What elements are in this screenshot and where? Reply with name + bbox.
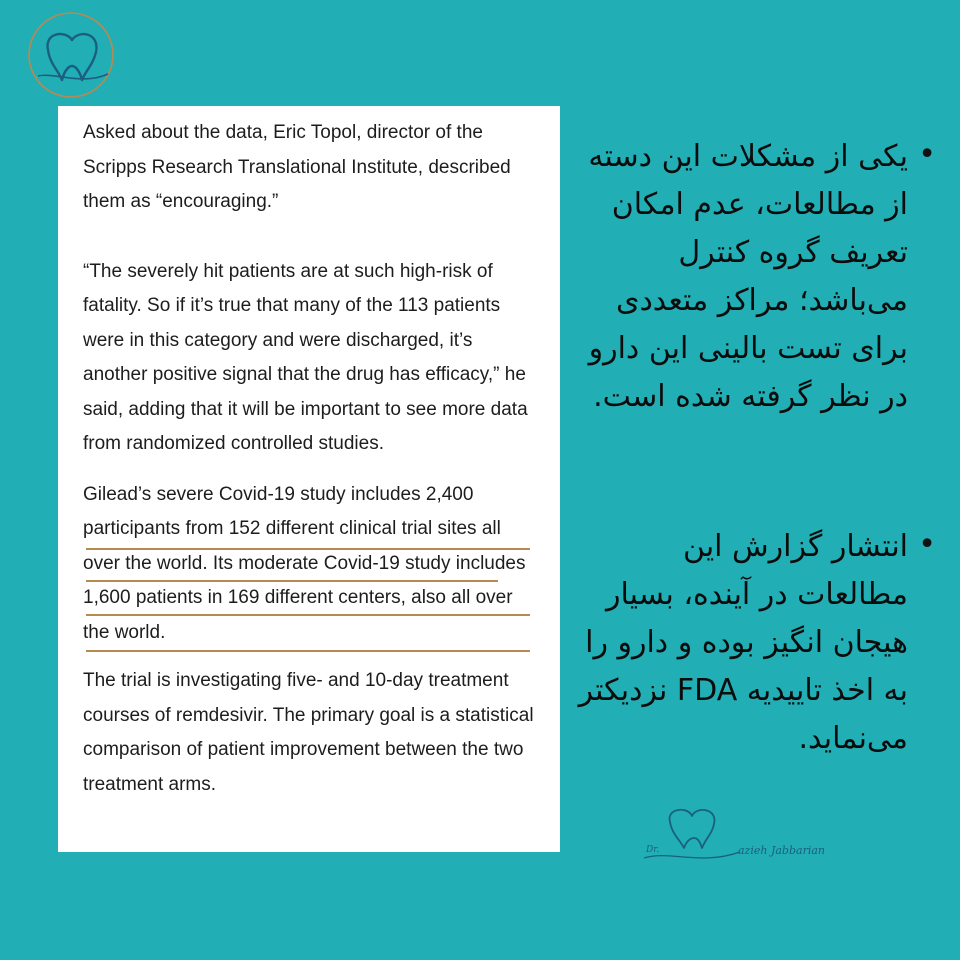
article-paragraph-4: The trial is investigating five- and 10-day treatment courses of remdesivir. The primary goal is a statistical comparison of patient improvement between the two treatment arms. [83, 670, 534, 795]
tooth-logo-icon [26, 10, 116, 100]
bullet-dot-icon: • [918, 527, 936, 562]
bullet-point-1 [572, 133, 936, 421]
highlight-underline-4 [86, 650, 530, 652]
bullet-point-2 [572, 523, 936, 763]
highlight-underline-1 [86, 548, 530, 550]
svg-text:Dr.: Dr. [646, 845, 660, 855]
bullet-text-2: انتشار گزارش این مطالعات در آینده، بسیار هیجان انگیز بوده و دارو را به اخذ تاییدیه FDA نزدیکتر می‌نماید. [578, 529, 908, 756]
article-card [58, 106, 560, 852]
article-paragraph-2: “The severely hit patients are at such high-risk of fatality. So if it’s true that many of the 113 patients were in this category and were discharged, it’s another positive signal that the drug has efficacy,” he said, adding that it will be important to see more data from randomized controlled studies. [83, 260, 528, 454]
highlight-underline-2 [86, 580, 498, 582]
signature-logo-icon [640, 800, 850, 870]
article-paragraph-1: Asked about the data, Eric Topol, director of the Scripps Research Translational Institute, described them as “encouraging.” [83, 122, 511, 212]
bullet-dot-icon: • [918, 137, 936, 172]
bullet-text-1: یکی از مشکلات این دسته از مطالعات، عدم امکان تعریف گروه کنترل می‌باشد؛ مراکز متعددی برای تست بالینی این دارو در نظر گرفته شده است. [588, 139, 908, 414]
svg-text:azieh Jabbarian: azieh Jabbarian [738, 844, 825, 857]
article-paragraph-3: Gilead’s severe Covid-19 study includes 2,400 participants from 152 different clinical trial sites all over the world. Its moderate Covid-19 study includes 1,600 patients in 169 different centers, also all over the world. [83, 483, 526, 643]
highlight-underline-3 [86, 614, 530, 616]
